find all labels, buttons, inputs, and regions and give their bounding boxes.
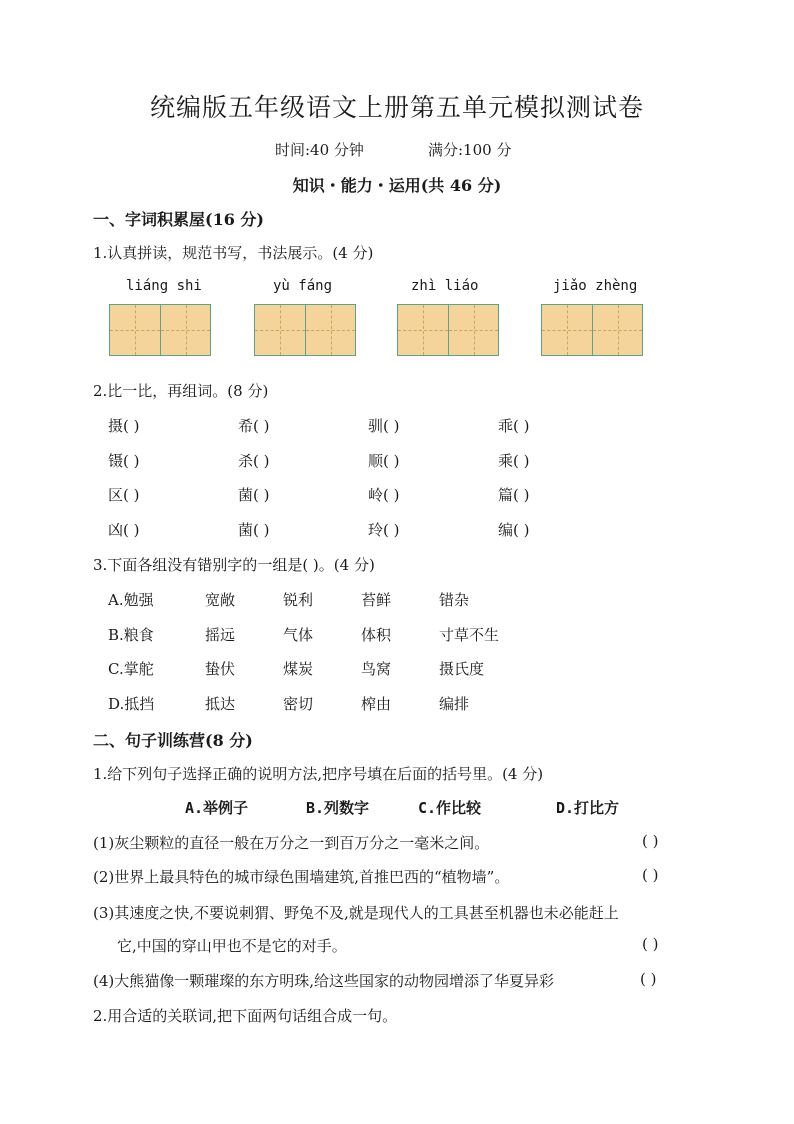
- option-word: 榨由: [361, 695, 392, 713]
- writing-box-4[interactable]: [541, 304, 643, 356]
- option-word: 密切: [283, 695, 314, 713]
- method-b: B.列数字: [306, 799, 370, 817]
- word-cell[interactable]: 杀( ): [238, 452, 270, 470]
- writing-box-2[interactable]: [254, 304, 356, 356]
- method-a: A.举例子: [185, 799, 249, 817]
- word-cell[interactable]: 顺( ): [368, 452, 400, 470]
- s2-q2-text: 2.用合适的关联词,把下面两句话组合成一句。: [93, 1007, 398, 1025]
- answer-blank-4[interactable]: ( ): [640, 970, 657, 988]
- section2-heading: 二、句子训练营(8 分): [93, 731, 253, 750]
- option-word: 煤炭: [283, 660, 314, 678]
- option-a[interactable]: A.勉强: [108, 591, 154, 609]
- sentence-1: (1)灰尘颗粒的直径一般在万分之一到百万分之一毫米之间。: [93, 834, 490, 852]
- option-word: 宽敞: [205, 591, 236, 609]
- exam-full-score: 满分:100 分: [428, 141, 512, 159]
- word-cell[interactable]: 驯( ): [368, 417, 400, 435]
- pinyin-2: yù fáng: [273, 278, 333, 294]
- section1-heading: 一、字词积累屋(16 分): [93, 210, 264, 229]
- option-d[interactable]: D.抵挡: [108, 695, 155, 713]
- word-cell[interactable]: 菌( ): [238, 486, 270, 504]
- option-word: 苔鲜: [361, 591, 392, 609]
- word-cell[interactable]: 编( ): [498, 521, 530, 539]
- writing-box-3[interactable]: [397, 304, 499, 356]
- option-c[interactable]: C.掌舵: [108, 660, 154, 678]
- sentence-3: (3)其速度之快,不要说刺猬、野兔不及,就是现代人的工具甚至机器也未必能赶上: [93, 904, 619, 922]
- page-title: 统编版五年级语文上册第五单元模拟测试卷: [149, 93, 644, 122]
- word-cell[interactable]: 凶( ): [108, 521, 140, 539]
- part-heading: 知识・能力・运用(共 46 分): [292, 176, 502, 195]
- word-cell[interactable]: 摄( ): [108, 417, 140, 435]
- word-cell[interactable]: 区( ): [108, 486, 140, 504]
- word-cell[interactable]: 乘( ): [498, 452, 530, 470]
- option-word: 气体: [283, 626, 314, 644]
- option-word: 抵达: [205, 695, 236, 713]
- exam-time: 时间:40 分钟: [275, 141, 364, 159]
- sentence-4: (4)大熊猫像一颗璀璨的东方明珠,给这些国家的动物园增添了华夏异彩: [93, 972, 555, 990]
- option-word: 摇远: [205, 626, 236, 644]
- word-cell[interactable]: 乖( ): [498, 417, 530, 435]
- s2-q1-text: 1.给下列句子选择正确的说明方法,把序号填在后面的括号里。(4 分): [93, 765, 544, 783]
- option-word: 编排: [439, 695, 470, 713]
- answer-blank-2[interactable]: ( ): [642, 866, 659, 884]
- method-d: D.打比方: [556, 799, 620, 817]
- writing-box-1[interactable]: [109, 304, 211, 356]
- option-word: 体积: [361, 626, 392, 644]
- answer-blank-3[interactable]: ( ): [642, 935, 659, 953]
- answer-blank-1[interactable]: ( ): [642, 832, 659, 850]
- sentence-2: (2)世界上最具特色的城市绿色围墙建筑,首推巴西的“植物墙”。: [93, 868, 510, 886]
- word-cell[interactable]: 篇( ): [498, 486, 530, 504]
- option-word: 寸草不生: [439, 626, 500, 644]
- option-word: 蛰伏: [205, 660, 236, 678]
- option-word: 鸟窝: [361, 660, 392, 678]
- word-cell[interactable]: 镊( ): [108, 452, 140, 470]
- word-cell[interactable]: 岭( ): [368, 486, 400, 504]
- s1-q2-text: 2.比一比，再组词。(8 分): [93, 382, 269, 400]
- method-c: C.作比较: [418, 799, 482, 817]
- option-b[interactable]: B.粮食: [108, 626, 154, 644]
- option-word: 摄氏度: [439, 660, 485, 678]
- option-word: 锐利: [283, 591, 314, 609]
- sentence-3-cont: 它,中国的穿山甲也不是它的对手。: [117, 937, 347, 955]
- s1-q3-text: 3.下面各组没有错别字的一组是( )。(4 分): [93, 556, 375, 574]
- word-cell[interactable]: 菌( ): [238, 521, 270, 539]
- word-cell[interactable]: 希( ): [238, 417, 270, 435]
- pinyin-3: zhì liáo: [411, 278, 479, 294]
- pinyin-1: liáng shi: [126, 278, 202, 294]
- pinyin-4: jiǎo zhèng: [553, 278, 638, 294]
- option-word: 错杂: [439, 591, 470, 609]
- s1-q1-text: 1.认真拼读，规范书写，书法展示。(4 分): [93, 244, 374, 262]
- word-cell[interactable]: 玲( ): [368, 521, 400, 539]
